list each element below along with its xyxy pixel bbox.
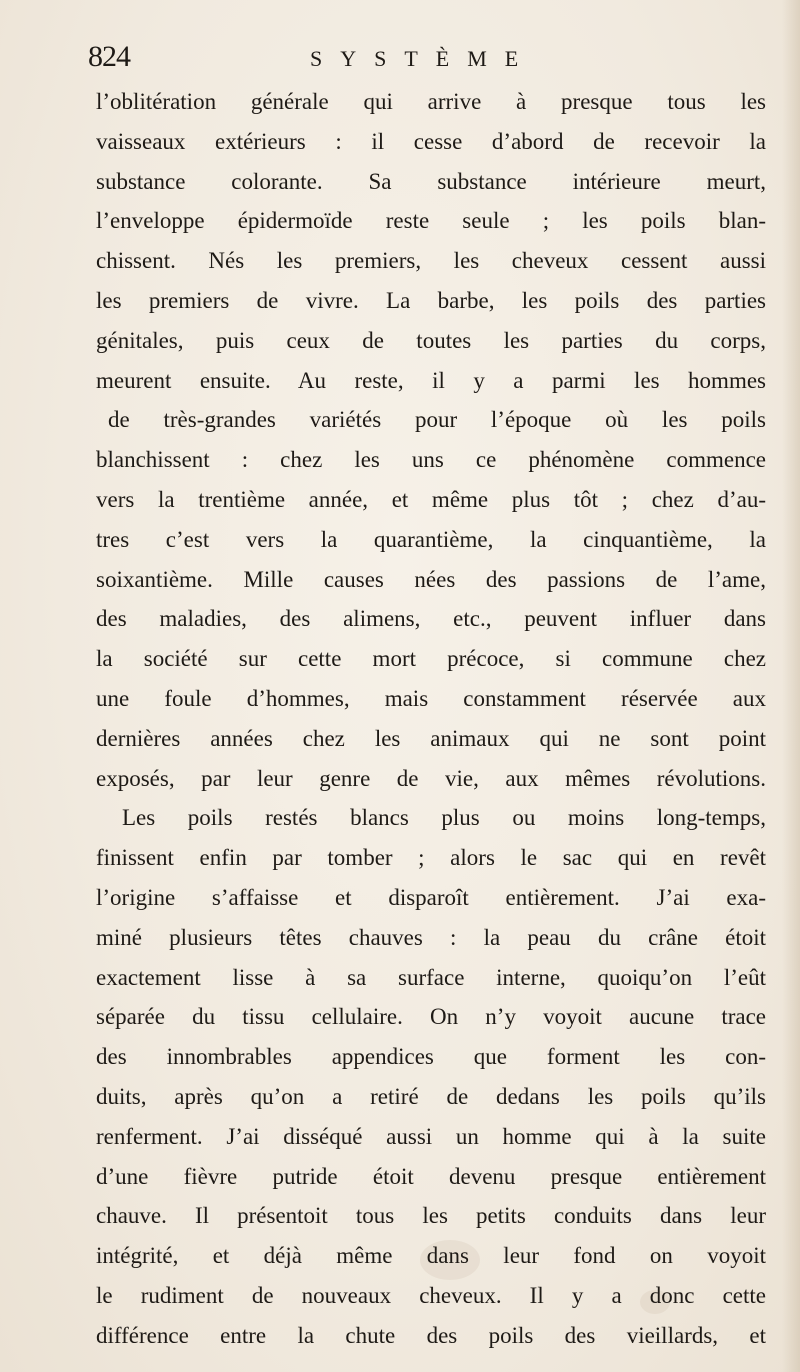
text-line: d’une fièvre putride étoit devenu presque entièrement xyxy=(96,1163,766,1189)
text-line: finissent enfin par tomber ; alors le sac qui en revêt xyxy=(96,845,766,871)
running-title: SYSTÈME xyxy=(310,46,537,71)
text-line: soixantième. Mille causes nées des passions de l’ame, xyxy=(96,566,766,592)
text-line: vers la trentième année, et même plus tôt ; chez d’au- xyxy=(96,486,766,512)
text-line: duits, après qu’on a retiré de dedans les poils qu’ils xyxy=(96,1083,766,1109)
page-number: 824 xyxy=(88,40,130,73)
text-line: dernières années chez les animaux qui ne sont point xyxy=(96,725,766,751)
text-line: l’origine s’affaisse et disparoît entièrement. J’ai exa- xyxy=(96,884,766,910)
text-line: exposés, par leur genre de vie, aux mêmes révolutions. xyxy=(96,765,766,791)
text-line: différence entre la chute des poils des vieillards, et xyxy=(96,1322,766,1348)
body-text xyxy=(96,82,766,1356)
text-line: les premiers de vivre. La barbe, les poils des parties xyxy=(96,287,766,313)
text-line: des innombrables appendices que forment les con- xyxy=(96,1044,766,1070)
text-line: l’enveloppe épidermoïde reste seule ; les poils blan- xyxy=(96,208,766,234)
text-line: miné plusieurs têtes chauves : la peau du crâne étoit xyxy=(96,924,766,950)
text-line: des maladies, des alimens, etc., peuvent influer dans xyxy=(96,606,766,632)
text-line: renferment. J’ai disséqué aussi un homme qui à la suite xyxy=(96,1123,766,1149)
text-line: l’oblitération générale qui arrive à presque tous les xyxy=(96,89,766,114)
paragraph-start-line: Les poils restés blancs plus ou moins long-temps, xyxy=(122,805,766,831)
text-line: blanchissent : chez les uns ce phénomène commence xyxy=(96,447,766,473)
page-edge-shadow xyxy=(782,0,800,1372)
text-line: une foule d’hommes, mais constamment réservée aux xyxy=(96,685,766,711)
text-line: meurent ensuite. Au reste, il y a parmi les hommes xyxy=(96,367,766,393)
text-line: vaisseaux extérieurs : il cesse d’abord de recevoir la xyxy=(96,128,766,154)
text-line: exactement lisse à sa surface interne, quoiqu’on l’eût xyxy=(96,964,766,990)
text-line: intégrité, et déjà même dans leur fond on voyoit xyxy=(96,1243,766,1269)
text-line: séparée du tissu cellulaire. On n’y voyoit aucune trace xyxy=(96,1004,766,1030)
text-line: chauve. Il présentoit tous les petits conduits dans leur xyxy=(96,1203,766,1229)
page-header xyxy=(88,40,688,84)
text-line: le rudiment de nouveaux cheveux. Il y a donc cette xyxy=(96,1282,766,1308)
text-line: substance colorante. Sa substance intérieure meurt, xyxy=(96,168,766,194)
text-line: la société sur cette mort précoce, si commune chez xyxy=(96,646,766,672)
text-line: tres c’est vers la quarantième, la cinquantième, la xyxy=(96,526,766,552)
text-line: chissent. Nés les premiers, les cheveux cessent aussi xyxy=(96,248,766,274)
text-line: génitales, puis ceux de toutes les parties du corps, xyxy=(96,327,766,353)
text-line: de très-grandes variétés pour l’époque où les poils xyxy=(108,407,766,433)
